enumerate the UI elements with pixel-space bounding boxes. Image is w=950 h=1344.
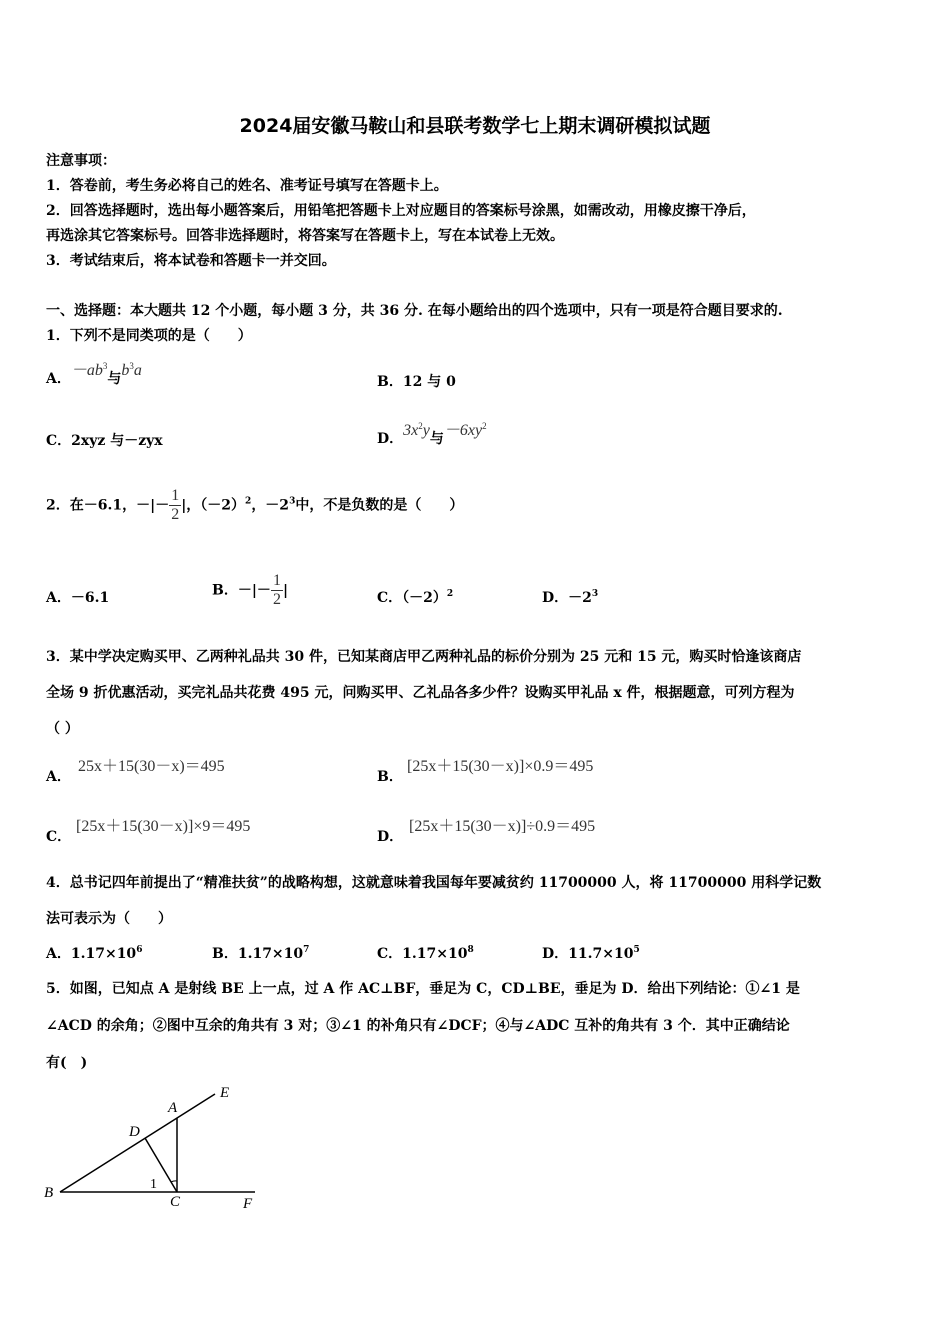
- notice-item: 2．回答选择题时，选出每小题答案后，用铅笔把答题卡上对应题目的答案标号涂黑，如需改动，用橡皮擦干净后，: [46, 203, 756, 219]
- option-text: D．11.7×10: [542, 946, 634, 962]
- q3-option-c: [25x＋15(30－x)]×9＝495: [76, 818, 251, 835]
- stem-text: ，－2: [251, 497, 290, 514]
- math-term: －6xy: [443, 422, 483, 439]
- q4-option-a: [46, 945, 142, 963]
- q2-option-b: [212, 572, 288, 609]
- math-exponent: 2: [446, 589, 454, 599]
- label-angle-1: 1: [150, 1177, 157, 1192]
- notice-item: 1．答卷前，考生务必将自己的姓名、准考证号填写在答题卡上。: [46, 178, 448, 194]
- option-text: C．1.17×10: [377, 946, 468, 962]
- question-3-stem: 3．某中学决定购买甲、乙两种礼品共 30 件，已知某商店甲乙两种礼品的标价分别为 25 元和 15 元，购买时恰逢该商店: [46, 649, 802, 665]
- q1-option-b: B．12 与 0: [377, 374, 456, 390]
- math-term: －ab: [70, 362, 103, 379]
- math-exponent: 2: [245, 496, 252, 507]
- question-4-stem: 4．总书记四年前提出了“精准扶贫”的战略构想，这就意味着我国每年要减贫约 11700000 人，将 11700000 用科学记数: [46, 875, 822, 891]
- option-label: A．: [46, 371, 71, 387]
- ray-be: [60, 1094, 215, 1192]
- conjunction: 与: [107, 371, 122, 387]
- page-title: 2024届安徽马鞍山和县联考数学七上期末调研模拟试题: [239, 115, 711, 137]
- math-exponent: 2: [482, 421, 487, 431]
- math-exponent: 6: [136, 945, 143, 955]
- fraction: [271, 572, 283, 609]
- q3-option-d: [25x＋15(30－x)]÷0.9＝495: [409, 818, 596, 835]
- notice-heading: 注意事项：: [46, 153, 116, 169]
- math-term: y: [422, 422, 430, 439]
- math-exponent: 3: [591, 589, 599, 599]
- math-exponent: 3: [289, 496, 296, 507]
- question-2-stem: [46, 487, 463, 524]
- math-term: b: [121, 362, 130, 379]
- question-3-stem: （ ）: [46, 721, 79, 737]
- question-3-stem: 全场 9 折优惠活动，买完礼品共花费 495 元，问购买甲、乙礼品各多少件？设购买甲礼品 x 件，根据题意，可列方程为: [46, 685, 795, 701]
- option-text: D．－2: [542, 590, 592, 606]
- question-5-stem: 5．如图，已知点 A 是射线 BE 上一点，过 A 作 AC⊥BF，垂足为 C，CD⊥BE，垂足为 D．给出下列结论：①∠1 是: [46, 981, 800, 997]
- question-1-stem: 1．下列不是同类项的是（ ）: [46, 328, 252, 344]
- label-f: F: [243, 1196, 253, 1212]
- notice-item: 3．考试结束后，将本试卷和答题卡一并交回。: [46, 253, 336, 269]
- q3-option-d-label: D．: [377, 829, 404, 845]
- fraction-denominator: 2: [171, 506, 180, 523]
- label-c: C: [170, 1194, 181, 1210]
- angle-arc: [171, 1181, 177, 1182]
- q3-option-b-label: B．: [377, 769, 403, 785]
- q3-option-a: 25x＋15(30－x)＝495: [78, 758, 225, 775]
- stem-text: |，（－2）: [181, 497, 246, 514]
- option-text: C．（－2）: [377, 590, 447, 606]
- fraction-numerator: 1: [171, 487, 180, 504]
- option-text: B．－|－: [212, 582, 271, 599]
- math-exponent: 3: [102, 361, 108, 371]
- fraction-numerator: 1: [272, 572, 281, 589]
- math-exponent: 7: [303, 945, 310, 955]
- q3-option-a-label: A．: [46, 769, 71, 785]
- label-b: B: [44, 1185, 54, 1201]
- q1-option-d: [377, 421, 487, 448]
- q4-option-d: [542, 945, 640, 963]
- q1-option-a: [46, 361, 142, 388]
- q2-option-d: [542, 589, 598, 607]
- q4-option-c: [377, 945, 474, 963]
- label-d: D: [129, 1124, 140, 1140]
- math-exponent: 5: [633, 945, 640, 955]
- math-exponent: 3: [129, 361, 134, 371]
- math-exponent: 8: [467, 945, 474, 955]
- section-heading: 一、选择题：本大题共 12 个小题，每小题 3 分，共 36 分. 在每小题给出的四个选项中，只有一项是符合题目要求的.: [46, 303, 783, 319]
- option-text: A．1.17×10: [46, 946, 137, 962]
- notice-item: 再选涂其它答案标号。回答非选择题时，将答案写在答题卡上，写在本试卷上无效。: [46, 228, 564, 244]
- q2-option-a: A．－6.1: [46, 590, 110, 606]
- fraction: [169, 487, 181, 524]
- question-5-stem: 有( ): [46, 1055, 88, 1071]
- question-5-stem: ∠ACD 的余角；②图中互余的角共有 3 对；③∠1 的补角只有∠DCF；④与∠ADC 互补的角共有 3 个．其中正确结论: [46, 1018, 790, 1034]
- q1-option-c: C．2xyz 与－zyx: [46, 433, 163, 449]
- q4-option-b: [212, 945, 309, 963]
- option-text: |: [282, 582, 289, 599]
- fraction-denominator: 2: [272, 591, 281, 608]
- question-4-stem: 法可表示为（ ）: [46, 911, 172, 927]
- label-e: E: [220, 1085, 230, 1101]
- stem-text: 中，不是负数的是（ ）: [295, 497, 464, 514]
- math-term: a: [133, 362, 142, 379]
- conjunction: 与: [429, 431, 444, 447]
- label-a: A: [168, 1100, 178, 1116]
- q2-option-c: [377, 589, 453, 607]
- math-exponent: 2: [418, 421, 423, 431]
- option-text: B．1.17×10: [212, 946, 304, 962]
- q3-option-b: [25x＋15(30－x)]×0.9＝495: [407, 758, 594, 775]
- stem-text: 2．在－6.1，－|－: [46, 497, 170, 514]
- q3-option-c-label: C．: [46, 829, 72, 845]
- math-term: 3x: [403, 422, 419, 439]
- geometry-figure: [40, 1080, 270, 1215]
- option-label: D．: [377, 431, 404, 447]
